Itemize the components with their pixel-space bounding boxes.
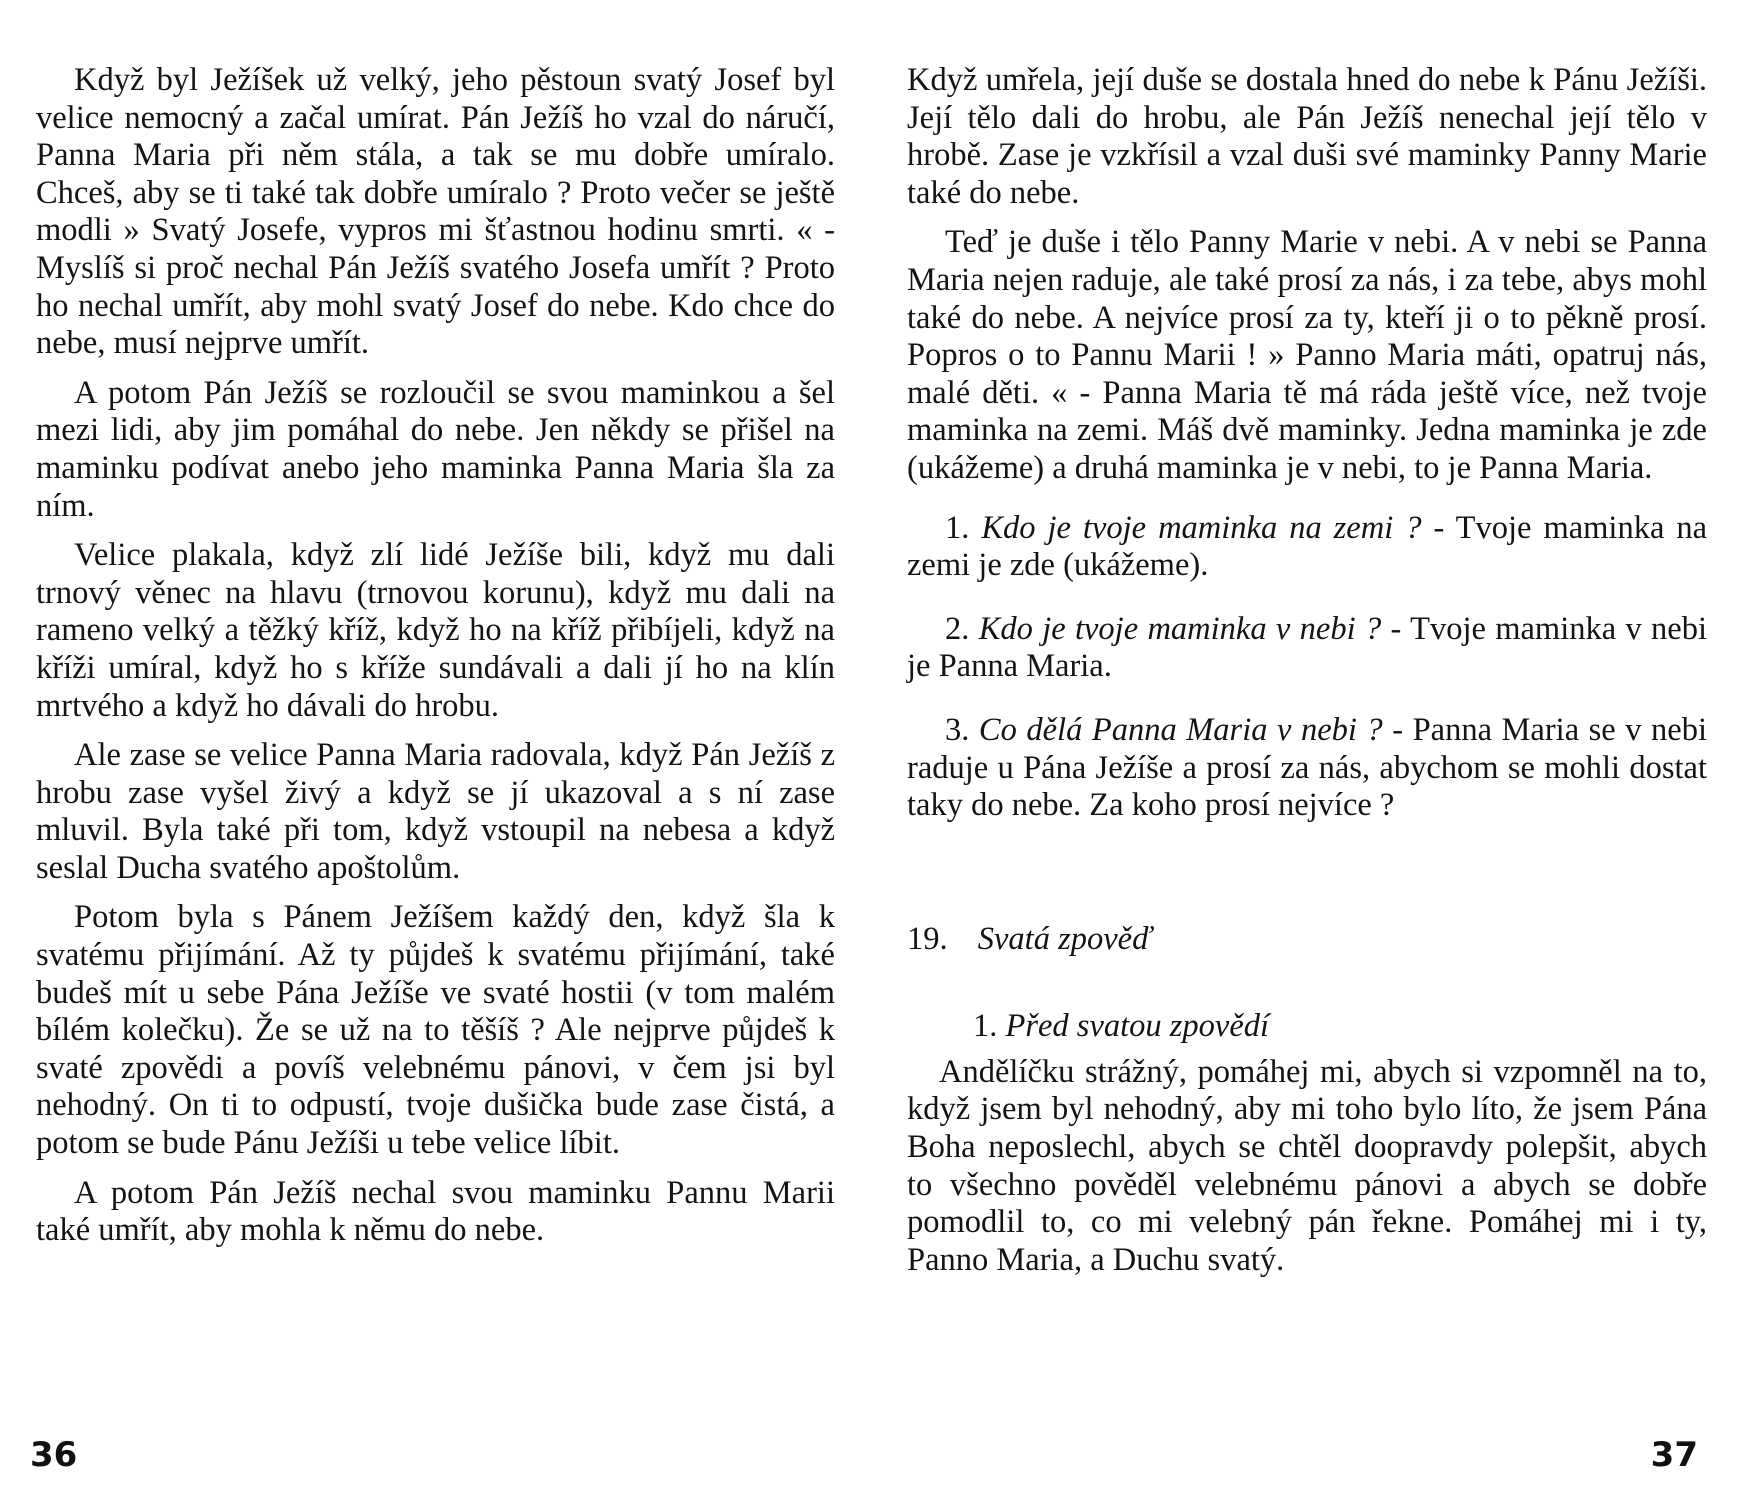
paragraph: Potom byla s Pánem Ježíšem každý den, když šla k svatému přijímání. Až ty půjdeš k svatému přijímání, také budeš mít u sebe Pána Ježíše ve svaté hostii (v tom malém bílém kolečku). Že se už na to těšíš ? Ale nejprve půjdeš k svaté zpovědi a povíš velebnému pánovi, v čem jsi byl nehodný. On ti to odpustí, tvoje dušička bude zase čistá, a potom se bude Pánu Ježíši u tebe velice líbit.	[36, 899, 835, 1162]
paragraph: Když umřela, její duše se dostala hned do nebe k Pánu Ježíši. Její tělo dali do hrobu, ale Pán Ježíš nenechal její tělo v hrobě. Zase je vzkřísil a vzal duši své maminky Panny Marie také do nebe.	[907, 62, 1707, 211]
prayer-paragraph: Andělíčku strážný, pomáhej mi, abych si vzpomněl na to, když jsem byl nehodný, aby mi toho bylo líto, že jsem Pána Boha neposlechl, abych se chtěl doopravdy polepšit, abych to všechno pověděl velebnému pánovi a abych se dobře pomodlil to, co mi velebný pán řekne. Pomáhej mi i ty, Panno Maria, a Duchu svatý.	[907, 1053, 1707, 1278]
paragraph: A potom Pán Ježíš nechal svou maminku Pannu Marii také umřít, aby mohla k němu do nebe.	[36, 1174, 835, 1249]
right-text-column	[907, 62, 1707, 1291]
question-item	[907, 712, 1707, 825]
question-number: 3.	[945, 711, 970, 748]
answer-text: - Tvoje maminka v nebi je Panna Maria.	[907, 610, 1708, 685]
question-number: 2.	[945, 610, 970, 647]
section-number: 19.	[907, 920, 948, 957]
subsection-title: Před svatou zpovědí	[1005, 1008, 1270, 1045]
answer-text: - Tvoje maminka na zemi je zde (ukážeme).	[907, 509, 1708, 584]
left-text-column	[36, 62, 835, 1262]
question-text: Kdo je tvoje maminka na zemi ?	[981, 509, 1422, 546]
question-item	[907, 611, 1707, 686]
subsection-number: 1.	[973, 1008, 998, 1045]
question-text: Kdo je tvoje maminka v nebi ?	[978, 610, 1382, 647]
section-heading	[907, 921, 1707, 959]
answer-text: - Panna Maria se v nebi raduje u Pána Ježíše a prosí za nás, abychom se mohli dostat taky do nebe. Za koho prosí nejvíce ?	[907, 711, 1707, 824]
page-number-left: 36	[30, 1435, 78, 1475]
question-number: 1.	[945, 509, 970, 546]
subsection-heading	[973, 1008, 1707, 1046]
question-text: Co dělá Panna Maria v nebi ?	[978, 711, 1383, 748]
right-page	[869, 0, 1738, 1500]
paragraph: Ale zase se velice Panna Maria radovala, když Pán Ježíš z hrobu zase vyšel živý a když se jí ukazoval a s ní zase mluvil. Byla také při tom, když vstoupil na nebesa a když seslal Ducha svatého apoštolům.	[36, 737, 835, 886]
paragraph: Teď je duše i tělo Panny Marie v nebi. A v nebi se Panna Maria nejen raduje, ale také prosí za nás, i za tebe, abys mohl také do nebe. A nejvíce prosí za ty, kteří ji o to pěkně prosí. Popros o to Pannu Marii ! » Panno Maria máti, opatruj nás, malé děti. « - Panna Maria tě má ráda ještě více, než tvoje maminka na zemi. Máš dvě maminky. Jedna maminka je zde (ukážeme) a druhá maminka je v nebi, to je Panna Maria.	[907, 224, 1707, 486]
paragraph: Velice plakala, když zlí lidé Ježíše bili, když mu dali trnový věnec na hlavu (trnovou korunu), když mu dali na rameno velký a těžký kříž, když ho na kříž přibíjeli, když na kříži umíral, když ho s kříže sundávali a dali jí ho na klín mrtvého a když ho dávali do hrobu.	[36, 537, 835, 724]
paragraph: A potom Pán Ježíš se rozloučil se svou maminkou a šel mezi lidi, aby jim pomáhal do nebe. Jen někdy se přišel na maminku podívat anebo jeho maminka Panna Maria šla za ním.	[36, 374, 835, 524]
paragraph: Když byl Ježíšek už velký, jeho pěstoun svatý Josef byl velice nemocný a začal umírat. Pán Ježíš ho vzal do náručí, Panna Maria při něm stála, a tak se mu dobře umíralo. Chceš, aby se ti také tak dobře umíralo ? Proto večer se ještě modli » Svatý Josefe, vypros mi šťastnou hodinu smrti. « - Myslíš si proč nechal Pán Ježíš svatého Josefa umřít ? Proto ho nechal umřít, aby mohl svatý Josef do nebe. Kdo chce do nebe, musí nejprve umřít.	[36, 62, 835, 362]
page-number-right: 37	[1650, 1435, 1698, 1475]
section-title: Svatá zpověď	[977, 920, 1152, 957]
question-item	[907, 510, 1707, 585]
